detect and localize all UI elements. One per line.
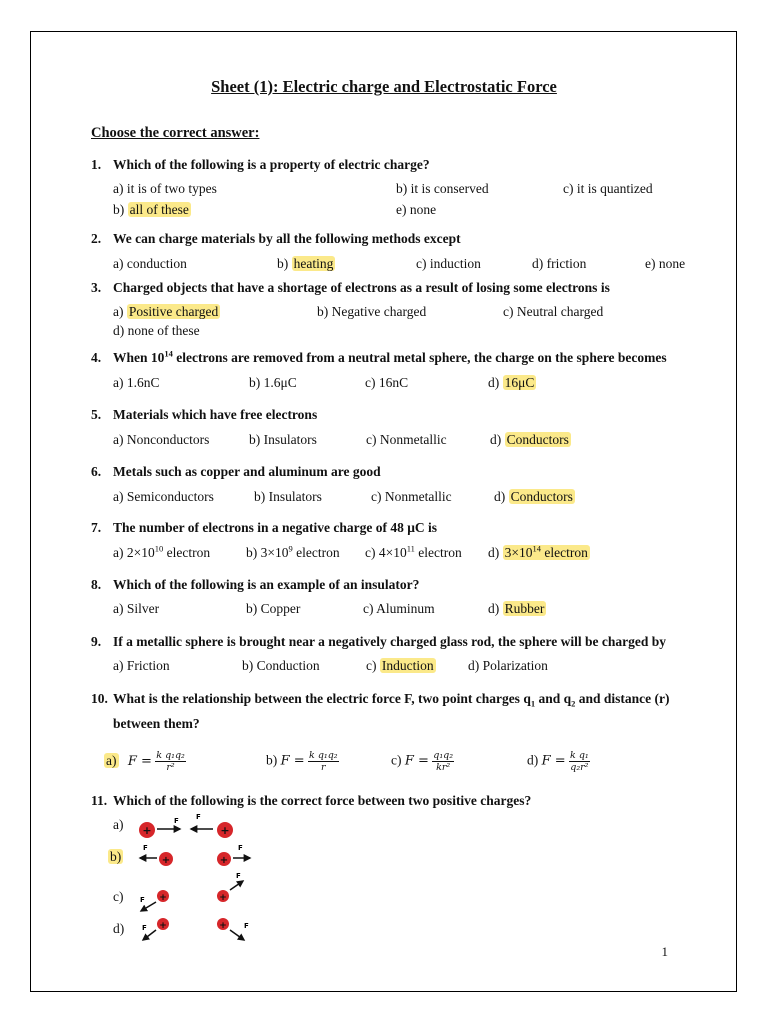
q7-b-base: b) 3×10 [246, 545, 289, 560]
q10-subscript-2: 2 [571, 698, 576, 709]
q5-answer-highlight: Conductors [506, 432, 569, 447]
q10-a-numerator: k q₁q₂ [156, 750, 185, 761]
charge-sign: + [142, 824, 152, 837]
q10-text-part-c: and distance (r) [575, 691, 670, 706]
q9-option-d: d) Polarization [468, 658, 548, 673]
q4-text-part-a: When 10 [113, 350, 165, 365]
question-1-number: 1. [91, 157, 102, 172]
q10-c-denominator: kr² [436, 762, 451, 773]
question-3-number: 3. [91, 280, 102, 295]
q9-answer-highlight: Induction [381, 658, 434, 673]
q10-d-denominator: q₂r² [570, 762, 589, 773]
force-label: F [142, 924, 147, 932]
force-arrow-icon [230, 930, 244, 940]
question-10-number: 10. [91, 691, 108, 706]
q3-option-a-label: a) [113, 304, 127, 319]
q10-d-lhs: F = [541, 753, 566, 769]
q11-c-diagram [140, 872, 243, 911]
q10-option-b-label: b) [266, 752, 281, 768]
q11-a-diagram [139, 813, 233, 838]
charge-sign: + [219, 893, 227, 903]
q10-d-numerator: k q₁ [570, 750, 589, 761]
q10-text-part-a: What is the relationship between the electric force F, two point charges q [113, 691, 531, 706]
q5-option-d-label: d) [490, 432, 505, 447]
q6-option-b: b) Insulators [254, 489, 322, 504]
force-label: F [236, 872, 241, 880]
q6-option-a: a) Semiconductors [113, 489, 214, 504]
q10-b-lhs: F = [280, 753, 305, 769]
q10-b-denominator: r [321, 762, 326, 773]
question-11-text: Which of the following is the correct force between two positive charges? [113, 793, 532, 808]
q8-answer-highlight: Rubber [504, 601, 545, 616]
q7-b-exponent: 9 [288, 543, 293, 554]
q1-answer-highlight: all of these [129, 202, 189, 217]
q1-option-e: e) none [396, 202, 437, 217]
question-9-text: If a metallic sphere is brought near a negatively charged glass rod, the sphere will be charged by [113, 634, 666, 649]
q7-c-unit: electron [414, 545, 462, 560]
q11-d-diagram [142, 918, 249, 940]
q5-option-c: c) Nonmetallic [366, 432, 447, 447]
q10-option-c-label: c) [391, 752, 405, 768]
q10-a-lhs: F = [127, 753, 152, 769]
q10-c-numerator: q₁q₂ [433, 750, 454, 761]
charge-sign: + [161, 855, 171, 866]
q7-c-exponent: 11 [406, 543, 415, 554]
force-arrow-icon [230, 881, 243, 890]
q7-b-unit: electron [292, 545, 340, 560]
q2-option-e: e) none [645, 256, 686, 271]
q7-a-base: a) 2×10 [113, 545, 155, 560]
question-8-number: 8. [91, 577, 102, 592]
charge-sign: + [159, 893, 167, 903]
question-5-number: 5. [91, 407, 102, 422]
q4-exponent: 14 [164, 348, 173, 359]
q10-subscript-1: 1 [530, 698, 536, 709]
q11-answer-highlight: b) [110, 849, 122, 864]
q8-option-b: b) Copper [246, 601, 301, 616]
q7-d-base: 3×10 [504, 545, 533, 560]
force-label: F [196, 813, 201, 821]
force-label: F [140, 896, 145, 904]
question-7-number: 7. [91, 520, 102, 535]
force-label: F [244, 922, 249, 930]
section-heading: Choose the correct answer: [91, 125, 260, 141]
q11-option-d: d) [113, 921, 125, 936]
q3-option-c: c) Neutral charged [503, 304, 604, 319]
q10-b-numerator: k q₁q₂ [309, 750, 338, 761]
q11-option-c: c) [113, 889, 124, 904]
question-7-text: The number of electrons in a negative charge of 48 μC is [113, 520, 437, 535]
q11-b-diagram [140, 844, 250, 866]
q10-a-denominator: r² [166, 762, 175, 773]
q9-option-a: a) Friction [113, 658, 170, 673]
charge-sign: + [159, 921, 167, 931]
question-1-text: Which of the following is a property of electric charge? [113, 157, 430, 172]
charge-sign: + [219, 921, 227, 931]
question-4-number: 4. [91, 350, 102, 365]
force-label: F [174, 817, 179, 825]
question-6-text: Metals such as copper and aluminum are good [113, 464, 381, 479]
q2-option-b-label: b) [277, 256, 292, 271]
question-2-number: 2. [91, 231, 102, 246]
q7-d-label: d) [488, 545, 503, 560]
question-3-text: Charged objects that have a shortage of electrons as a result of losing some electrons is [113, 280, 610, 295]
q10-option-d-label: d) [527, 752, 542, 768]
q9-option-b: b) Conduction [242, 658, 320, 673]
q2-option-c: c) induction [416, 256, 481, 271]
question-11-number: 11. [91, 793, 108, 808]
q11-option-a: a) [113, 817, 124, 832]
q6-option-c: c) Nonmetallic [371, 489, 452, 504]
q3-option-b: b) Negative charged [317, 304, 427, 319]
q10-c-lhs: F = [404, 753, 429, 769]
q6-answer-highlight: Conductors [510, 489, 573, 504]
q6-option-d-label: d) [494, 489, 509, 504]
q7-d-exponent: 14 [532, 543, 541, 554]
q7-a-unit: electron [163, 545, 211, 560]
page-number: 1 [661, 944, 668, 959]
question-9-number: 9. [91, 634, 102, 649]
q8-option-c: c) Aluminum [363, 601, 435, 616]
q4-text-part-b: electrons are removed from a neutral metal sphere, the charge on the sphere becomes [172, 350, 667, 365]
question-2-text: We can charge materials by all the following methods except [113, 231, 461, 246]
q7-d-unit: electron [541, 545, 588, 560]
q10-answer-highlight: a) [106, 752, 117, 768]
q2-answer-highlight: heating [293, 256, 334, 271]
force-label: F [238, 844, 243, 852]
q4-option-b: b) 1.6μC [249, 375, 297, 390]
q9-option-c-label: c) [366, 658, 380, 673]
q3-answer-highlight: Positive charged [128, 304, 219, 319]
q1-option-b: b) it is conserved [396, 181, 489, 196]
q8-option-a: a) Silver [113, 601, 160, 616]
q1-option-a: a) it is of two types [113, 181, 217, 196]
q7-a-exponent: 10 [154, 543, 164, 554]
q10-text-part-b: and q [535, 691, 572, 706]
q4-option-d-label: d) [488, 375, 503, 390]
force-label: F [143, 844, 148, 852]
q7-c-base: c) 4×10 [365, 545, 407, 560]
charge-sign: + [219, 855, 229, 866]
q8-option-d-label: d) [488, 601, 503, 616]
question-5-text: Materials which have free electrons [113, 407, 318, 422]
sheet-title: Sheet (1): Electric charge and Electrostatic Force [211, 77, 557, 96]
question-10-text-line2: between them? [113, 716, 200, 731]
q1-option-c: c) it is quantized [563, 181, 653, 196]
charge-sign: + [220, 824, 230, 837]
q2-option-a: a) conduction [113, 256, 187, 271]
q4-option-a: a) 1.6nC [113, 375, 160, 390]
q1-option-d-label: b) [113, 202, 128, 217]
q4-answer-highlight: 16μC [504, 375, 535, 390]
q5-option-b: b) Insulators [249, 432, 317, 447]
q2-option-d: d) friction [532, 256, 587, 271]
question-8-text: Which of the following is an example of an insulator? [113, 577, 420, 592]
q3-option-d: d) none of these [113, 323, 200, 338]
question-6-number: 6. [91, 464, 102, 479]
q5-option-a: a) Nonconductors [113, 432, 210, 447]
q4-option-c: c) 16nC [365, 375, 409, 390]
